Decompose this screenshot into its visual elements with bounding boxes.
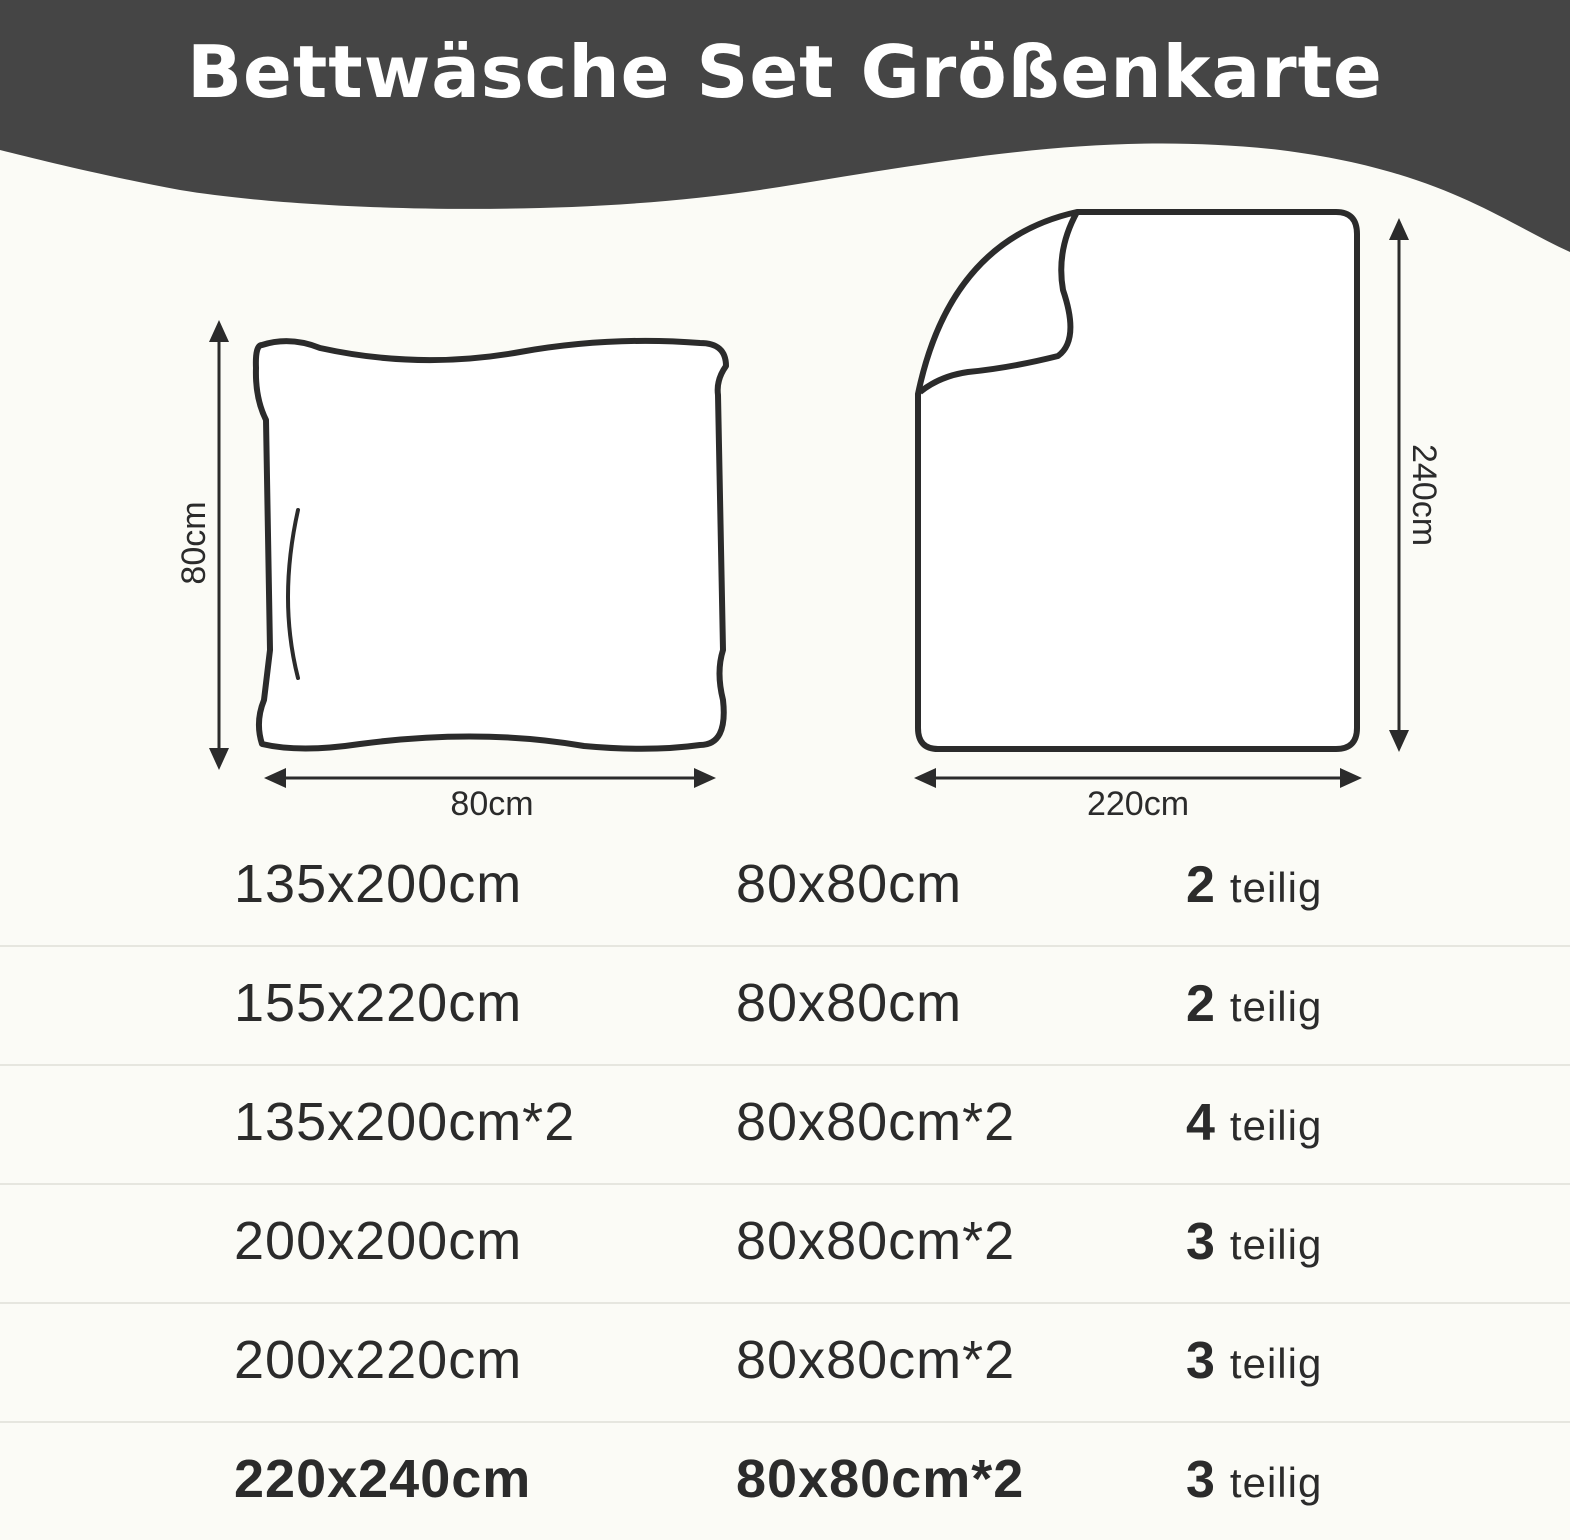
duvet-size: 155x220cm xyxy=(234,973,523,1033)
piece-number: 3 xyxy=(1186,1213,1216,1271)
duvet-size: 200x200cm xyxy=(234,1211,523,1271)
piece-count xyxy=(1186,1090,1322,1158)
pillow-outline xyxy=(256,341,726,749)
pillow-size: 80x80cm*2 xyxy=(736,1092,1016,1152)
table-row xyxy=(0,1066,1570,1185)
table-row xyxy=(0,828,1570,947)
piece-count xyxy=(1186,852,1322,920)
pillow-illustration xyxy=(256,341,726,749)
piece-unit: teilig xyxy=(1229,864,1323,911)
piece-count xyxy=(1186,971,1322,1039)
duvet-illustration xyxy=(918,212,1357,749)
piece-count xyxy=(1186,1447,1322,1515)
size-table xyxy=(0,828,1570,1540)
duvet-size: 135x200cm*2 xyxy=(234,1092,576,1152)
piece-number: 3 xyxy=(1186,1451,1216,1509)
piece-unit: teilig xyxy=(1229,1102,1323,1149)
pillow-size: 80x80cm xyxy=(736,973,963,1033)
pillow-size: 80x80cm*2 xyxy=(736,1211,1016,1271)
table-row xyxy=(0,1304,1570,1423)
piece-number: 2 xyxy=(1186,856,1216,914)
piece-number: 2 xyxy=(1186,975,1216,1033)
piece-unit: teilig xyxy=(1229,983,1323,1030)
page-title: Bettwäsche Set Größenkarte xyxy=(187,30,1383,114)
piece-count xyxy=(1186,1328,1322,1396)
piece-unit: teilig xyxy=(1229,1340,1323,1387)
table-row xyxy=(0,947,1570,1066)
duvet-size: 200x220cm xyxy=(234,1330,523,1390)
piece-unit: teilig xyxy=(1229,1221,1323,1268)
piece-count xyxy=(1186,1209,1322,1277)
duvet-size: 220x240cm xyxy=(234,1449,532,1509)
pillow-size: 80x80cm*2 xyxy=(736,1449,1025,1509)
pillow-width-label: 80cm xyxy=(450,785,534,823)
duvet-width-label: 220cm xyxy=(1086,785,1190,823)
pillow-size: 80x80cm*2 xyxy=(736,1330,1016,1390)
pillow-size: 80x80cm xyxy=(736,854,963,914)
duvet-size: 135x200cm xyxy=(234,854,523,914)
pillow-height-label: 80cm xyxy=(175,501,213,585)
duvet-outline xyxy=(918,212,1357,749)
table-row xyxy=(0,1185,1570,1304)
piece-unit: teilig xyxy=(1229,1459,1323,1506)
size-diagram xyxy=(0,200,1570,840)
piece-number: 4 xyxy=(1186,1094,1216,1152)
table-row xyxy=(0,1423,1570,1540)
piece-number: 3 xyxy=(1186,1332,1216,1390)
duvet-height-label: 240cm xyxy=(1405,443,1443,547)
